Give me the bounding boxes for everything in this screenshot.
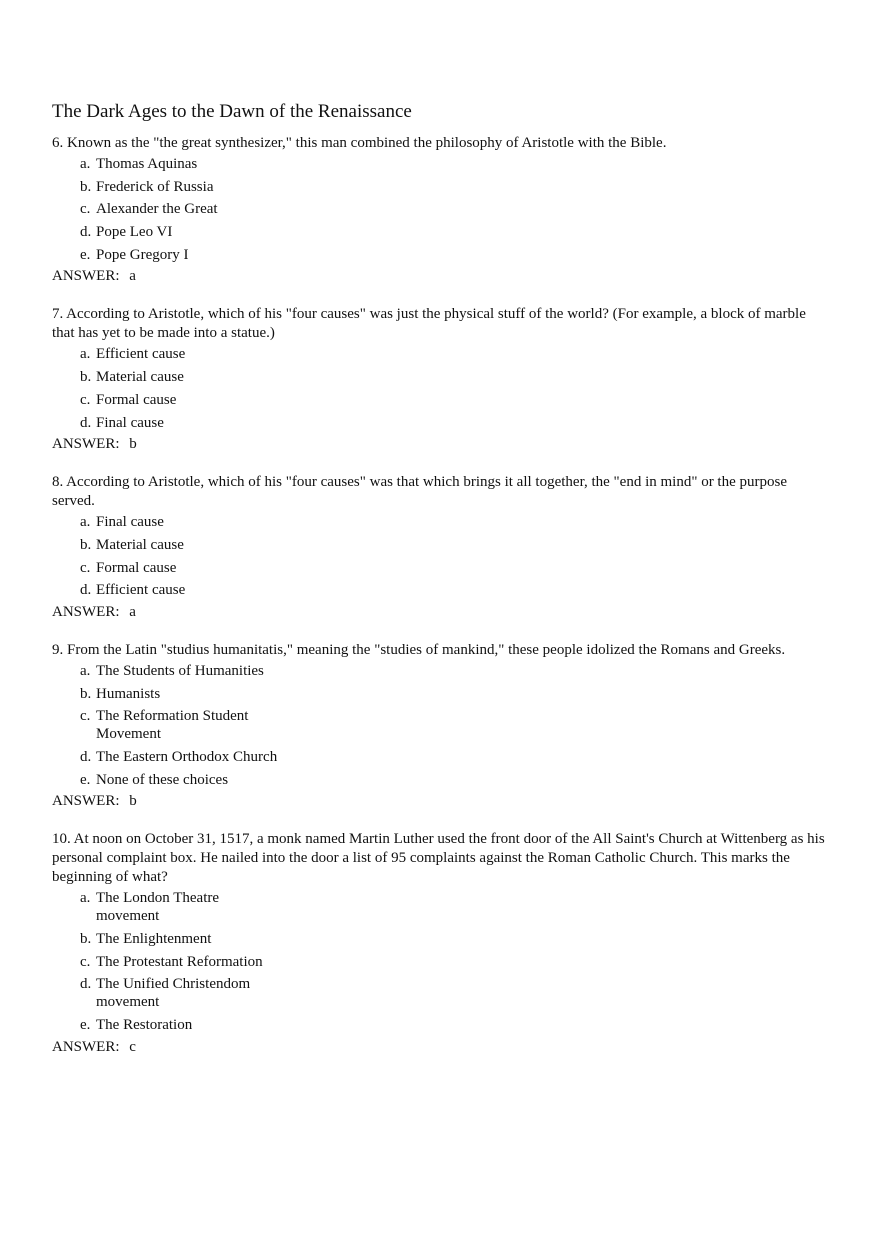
answer-line	[52, 1038, 832, 1056]
option-letter: d.	[80, 582, 92, 599]
option-c	[80, 559, 380, 577]
option-text: Humanists	[96, 685, 161, 702]
option-letter: e.	[80, 246, 91, 263]
option-b	[80, 536, 380, 554]
answer-options	[52, 889, 380, 1034]
answer-options	[52, 513, 380, 599]
answer-line	[52, 792, 832, 810]
option-letter: c.	[80, 708, 91, 725]
option-c	[80, 953, 380, 971]
question-10	[52, 830, 832, 1055]
option-text: Alexander the Great	[96, 201, 218, 218]
question-stem: 10. At noon on October 31, 1517, a monk named Martin Luther used the front door of the All Saint's Church at Wittenberg as his personal complaint box. He nailed into the door a list of 95 complaints against the Roman Catholic Church. This marks the beginning of what?	[52, 831, 825, 886]
option-a	[80, 345, 380, 363]
option-letter: e.	[80, 1017, 91, 1034]
question-7	[52, 305, 832, 453]
option-c	[80, 707, 380, 743]
answer-options	[52, 155, 380, 264]
option-text: Thomas Aquinas	[96, 156, 198, 172]
option-e	[80, 771, 380, 789]
option-text: Final cause	[96, 514, 164, 531]
option-a	[80, 662, 380, 680]
option-b	[80, 178, 380, 196]
option-text: The Unified Christendom movement	[96, 976, 251, 1011]
option-text: Formal cause	[96, 559, 177, 576]
option-text: Material cause	[96, 369, 184, 386]
option-c	[80, 200, 380, 218]
option-text: Efficient cause	[96, 582, 186, 599]
answer-label: ANSWER:	[52, 1038, 120, 1055]
answer-value: a	[129, 268, 136, 285]
option-letter: a.	[80, 662, 91, 679]
answer-line	[52, 603, 832, 621]
option-text: The Enlightenment	[96, 931, 212, 948]
option-text: Frederick of Russia	[96, 178, 214, 195]
answer-line	[52, 435, 832, 453]
answer-value: a	[129, 603, 136, 620]
option-b	[80, 685, 380, 703]
option-c	[80, 391, 380, 409]
answer-value: b	[129, 793, 137, 810]
option-letter: c.	[80, 391, 91, 408]
option-text: The Restoration	[96, 1017, 193, 1034]
option-letter: e.	[80, 771, 91, 788]
answer-options	[52, 345, 380, 431]
option-d	[80, 414, 380, 432]
option-letter: b.	[80, 931, 92, 948]
question-9	[52, 641, 832, 810]
option-text: Pope Leo VI	[96, 224, 173, 241]
option-letter: d.	[80, 414, 92, 431]
question-stem: 9. From the Latin "studius humanitatis," meaning the "studies of mankind," these people idolized the Romans and Greeks.	[52, 641, 786, 658]
option-text: Material cause	[96, 536, 184, 553]
option-text: The Reformation Student Movement	[96, 708, 249, 743]
question-stem: 8. According to Aristotle, which of his "four causes" was that which brings it all together, the "end in mind" or the purpose served.	[52, 474, 787, 510]
option-letter: d.	[80, 749, 92, 765]
option-letter: b.	[80, 536, 92, 553]
answer-line	[52, 267, 832, 285]
answer-label: ANSWER:	[52, 793, 120, 810]
option-letter: b.	[80, 369, 92, 386]
option-letter: d.	[80, 224, 92, 241]
option-text: Efficient cause	[96, 346, 186, 363]
option-a	[80, 889, 380, 925]
document-title: The Dark Ages to the Dawn of the Renaissance	[52, 101, 412, 122]
option-letter: a.	[80, 346, 91, 363]
answer-options	[52, 662, 380, 789]
option-d	[80, 581, 380, 599]
option-a	[80, 513, 380, 531]
answer-label: ANSWER:	[52, 603, 120, 620]
option-letter: c.	[80, 559, 91, 576]
question-stem: 6. Known as the "the great synthesizer," this man combined the philosophy of Aristotle with the Bible.	[52, 135, 667, 151]
option-text: The London Theatre movement	[96, 890, 220, 925]
option-a	[80, 155, 380, 173]
document-page	[52, 100, 832, 1076]
question-8	[52, 473, 832, 621]
answer-label: ANSWER:	[52, 268, 120, 285]
option-letter: a.	[80, 156, 91, 172]
option-letter: c.	[80, 201, 91, 218]
question-6	[52, 134, 832, 285]
answer-value: c	[129, 1038, 136, 1055]
option-e	[80, 246, 380, 264]
option-text: None of these choices	[96, 771, 229, 788]
option-letter: d.	[80, 976, 92, 993]
option-text: Final cause	[96, 414, 164, 431]
option-d	[80, 748, 380, 766]
option-text: Pope Gregory I	[96, 246, 189, 263]
option-text: Formal cause	[96, 391, 177, 408]
option-letter: b.	[80, 685, 92, 702]
option-letter: a.	[80, 514, 91, 531]
option-letter: c.	[80, 953, 91, 970]
option-b	[80, 368, 380, 386]
option-b	[80, 930, 380, 948]
answer-value: b	[129, 436, 137, 453]
option-d	[80, 223, 380, 241]
answer-label: ANSWER:	[52, 436, 120, 453]
question-stem: 7. According to Aristotle, which of his "four causes" was just the physical stuff of the world? (For example, a block of marble that has yet to be made into a statue.)	[52, 306, 806, 342]
option-text: The Eastern Orthodox Church	[96, 749, 278, 765]
option-text: The Students of Humanities	[96, 662, 264, 679]
option-e	[80, 1016, 380, 1034]
option-letter: a.	[80, 890, 91, 907]
option-text: The Protestant Reformation	[96, 953, 263, 970]
option-d	[80, 975, 380, 1011]
option-letter: b.	[80, 178, 92, 195]
